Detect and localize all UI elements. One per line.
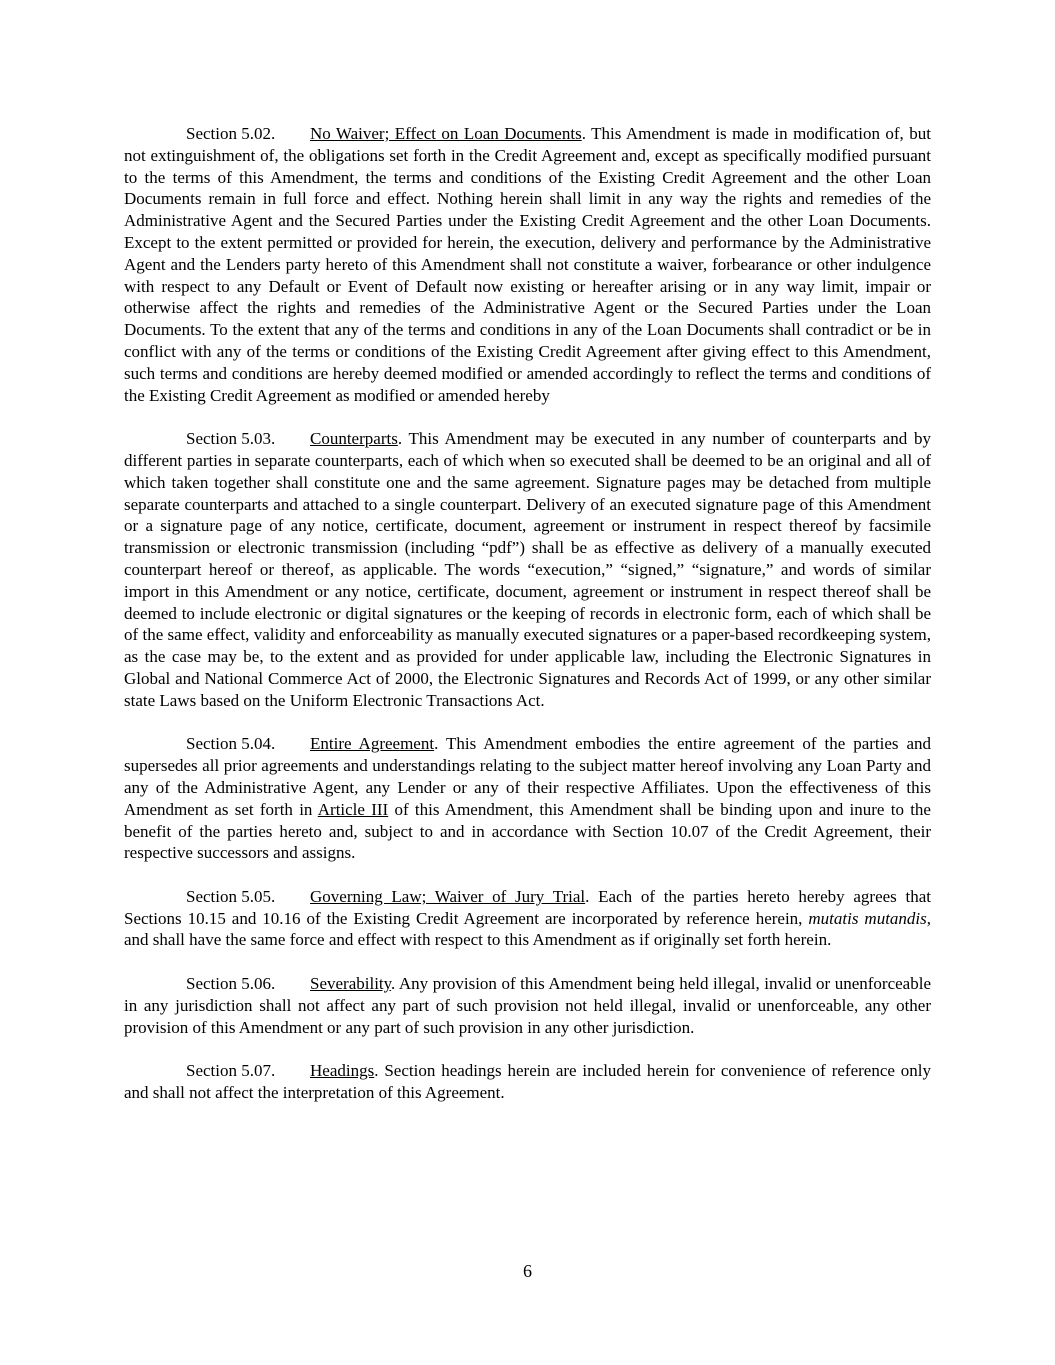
section-heading: Counterparts: [310, 429, 398, 449]
section-text: . This Amendment is made in modification of, but not extinguishment of, the obligations set forth in the Credit Agreement and, except as specifically modified pursuant to the terms of this Amendment, the terms and conditions of the Existing Credit Agreement and the other Loan Documents remain in full force and effect. Nothing herein shall limit in any way the rights and remedies of the Administrative Agent and the Secured Parties under the Existing Credit Agreement and the other Loan Documents. Except to the extent permitted or provided for herein, the execution, delivery and performance by the Administrative Agent and the Lenders party hereto of this Amendment shall not constitute a waiver, forbearance or other indulgence with respect to any Default or Event of Default now existing or hereafter arising or in any way limit, impair or otherwise affect the rights and remedies of the Administrative Agent or the Secured Parties under the Loan Documents. To the extent that any of the terms and conditions in any of the Loan Documents shall contradict or be in conflict with any of the terms or conditions of the Existing Credit Agreement after giving effect to this Amendment, such terms and conditions are hereby deemed modified or amended accordingly to reflect the terms and conditions of the Existing Credit Agreement as modified or amended hereby: [124, 124, 931, 405]
section-heading: Headings: [310, 1061, 375, 1081]
section-text: . This Amendment embodies the entire agreement of the parties and supersedes all prior agreements and understandings relating to the subject matter hereof involving any Loan Party and any of the Administrative Agent, any Lender or any of their respective Affiliates. Upon the effectiveness of this Amendment as set forth in: [124, 734, 932, 819]
section-text: . Each of the parties hereto hereby agrees that Sections 10.15 and 10.16 of the Existing Credit Agreement are incorporated by reference herein,: [124, 886, 931, 928]
section-heading: No Waiver; Effect on Loan Documents: [310, 124, 582, 143]
section-text-continued: , and shall have the same force and effect with respect to this Amendment as if originally set forth herein.: [124, 908, 932, 950]
section-text: . Section headings herein are included herein for convenience of reference only and shall not affect the interpretation of this Agreement.: [124, 1061, 931, 1103]
section-number: Section 5.07.: [186, 1061, 276, 1081]
section-5-02: [124, 123, 931, 406]
section-heading: Governing Law; Waiver of Jury Trial: [310, 886, 586, 906]
section-number: Section 5.06.: [186, 974, 276, 994]
article-reference: Article III: [317, 799, 389, 819]
section-5-06: [124, 973, 931, 1038]
section-text: . This Amendment may be executed in any number of counterparts and by different parties in separate counterparts, each of which when so executed shall be deemed to be an original and all of which taken together shall constitute one and the same agreement. Signature pages may be detached from multiple separate counterparts and attached to a single counterpart. Delivery of an executed signature page of this Amendment or a signature page of any notice, certificate, document, agreement or instrument in respect thereof by facsimile transmission or electronic transmission (including “pdf”) shall be as effective as delivery of a manually executed counterpart hereof or thereof, as applicable. The words “execution,” “signed,” “signature,” and words of similar import in this Amendment or any notice, certificate, document, agreement or instrument in respect thereof shall be deemed to include electronic or digital signatures or the keeping of records in electronic form, each of which shall be of the same effect, validity and enforceability as manually executed signatures or a paper-based recordkeeping system, as the case may be, to the extent and as provided for under applicable law, including the Electronic Signatures in Global and National Commerce Act of 2000, the Electronic Signatures and Records Act of 1999, or any other similar state Laws based on the Uniform Electronic Transactions Act.: [124, 429, 931, 710]
section-text: . Any provision of this Amendment being held illegal, invalid or unenforceable in any jurisdiction shall not affect any part of such provision not held illegal, invalid or unenforceable, any other provision of this Amendment or any part of such provision in any other jurisdiction.: [124, 974, 931, 1037]
document-body: [124, 123, 931, 1126]
section-heading: Severability: [310, 974, 392, 994]
section-text-continued: of this Amendment, this Amendment shall be binding upon and inure to the benefit of the parties hereto and, subject to and in accordance with Section 10.07 of the Credit Agreement, their respective successors and assigns.: [124, 799, 931, 863]
page-number: 6: [523, 1261, 532, 1281]
section-number: Section 5.04.: [186, 734, 276, 754]
section-number: Section 5.02.: [186, 124, 276, 143]
section-number: Section 5.05.: [186, 886, 276, 906]
section-5-07: [124, 1060, 931, 1104]
section-number: Section 5.03.: [186, 429, 276, 449]
section-5-05: [124, 886, 931, 951]
section-5-03: [124, 428, 931, 711]
latin-phrase: mutatis mutandis: [808, 908, 927, 928]
section-5-04: [124, 733, 931, 864]
section-heading: Entire Agreement: [310, 734, 435, 754]
